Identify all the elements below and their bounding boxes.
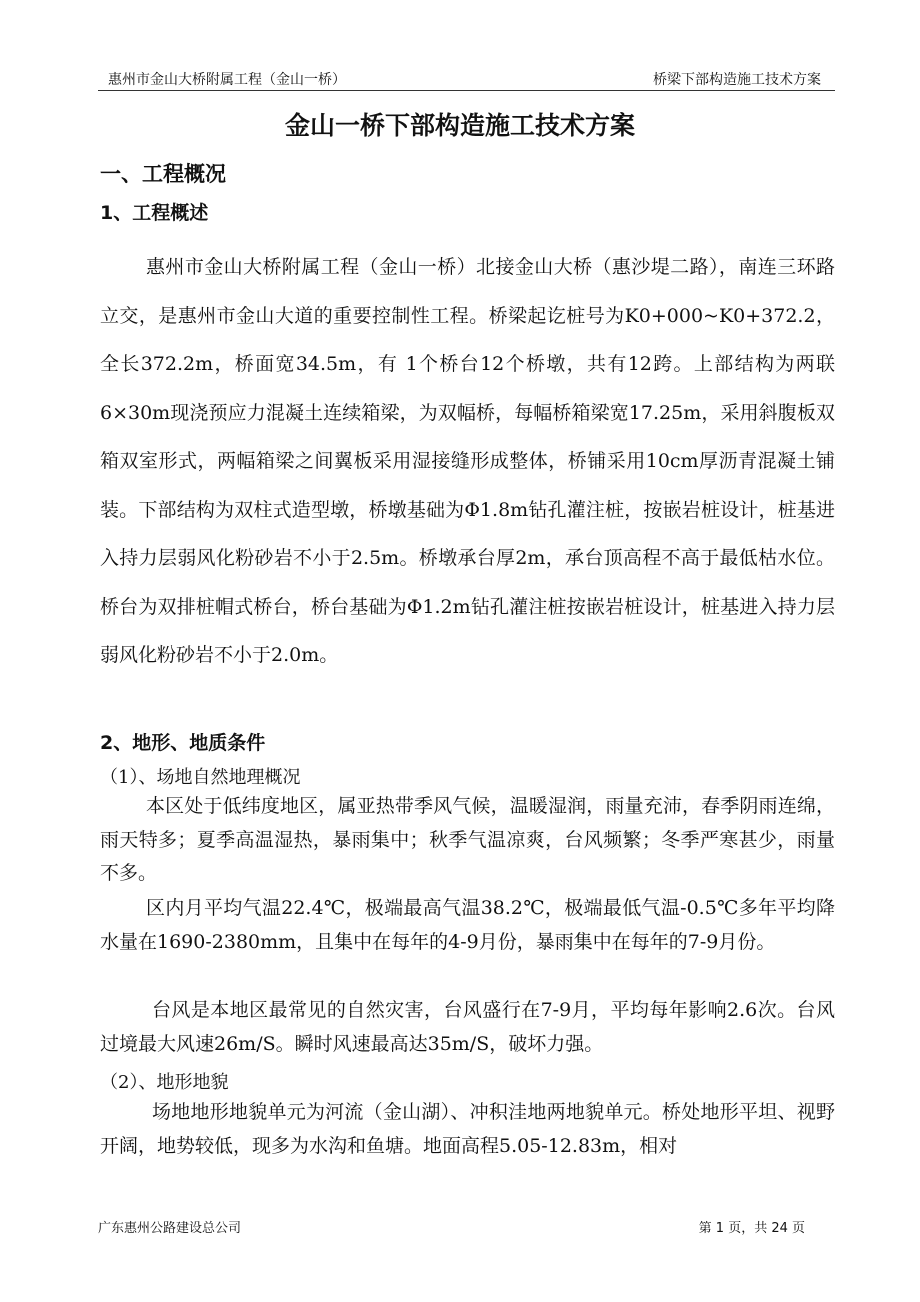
subsection-heading-summary: 1、工程概述 [100,202,209,224]
document-title: 金山一桥下部构造施工技术方案 [284,111,635,140]
subsection-heading-terrain-geology: 2、地形、地质条件 [100,732,266,754]
section-heading-overview: 一、工程概况 [100,162,226,186]
subheading-landform: （2）、地形地貌 [100,1072,229,1093]
header-document-name: 桥梁下部构造施工技术方案 [653,72,821,88]
paragraph-temperature-rainfall: 区内月平均气温22.4℃，极端最高气温38.2℃，极端最低气温-0.5℃多年平均降水量在1690-2380mm，且集中在每年的4-9月份，暴雨集中在每年的7-9月份。 [100,897,835,953]
paragraph-project-summary: 惠州市金山大桥附属工程（金山一桥）北接金山大桥（惠沙堤二路），南连三环路立交，是惠州市金山大道的重要控制性工程。桥梁起讫桩号为K0+000~K0+372.2，全长372.2m，桥面宽34.5m，有 1个桥台12个桥墩，共有12跨。上部结构为两联6×30m现浇预应力混凝土连续箱梁，为双幅桥，每幅桥箱梁宽17.25m，采用斜腹板双箱双室形式，两幅箱梁之间翼板采用湿接缝形成整体，桥铺采用10cm厚沥青混凝土铺装。下部结构为双柱式造型墩，桥墩基础为Φ1.8m钻孔灌注桩，按嵌岩桩设计，桩基进入持力层弱风化粉砂岩不小于2.5m。桥墩承台厚2m，承台顶高程不高于最低枯水位。桥台为双排桩帽式桥台，桥台基础为Φ1.2m钻孔灌注桩按嵌岩桩设计，桩基进入持力层弱风化粉砂岩不小于2.0m。 [100,256,835,666]
paragraph-landform: 场地地形地貌单元为河流（金山湖）、冲积洼地两地貌单元。桥处地形平坦、视野开阔，地势较低，现多为水沟和鱼塘。地面高程5.05-12.83m，相对 [100,1101,835,1157]
page-footer [98,1217,835,1237]
page-header [98,66,835,91]
subheading-natural-geography: （1）、场地自然地理概况 [100,767,301,788]
header-project-name: 惠州市金山大桥附属工程（金山一桥） [108,72,346,88]
footer-page-number: 第 1 页，共 24 页 [698,1221,805,1236]
footer-company: 广东惠州公路建设总公司 [98,1221,242,1236]
paragraph-climate: 本区处于低纬度地区，属亚热带季风气候，温暖湿润，雨量充沛，春季阴雨连绵，雨天特多；夏季高温湿热，暴雨集中；秋季气温凉爽，台风频繁；冬季严寒甚少，雨量不多。 [100,795,835,884]
paragraph-typhoon: 台风是本地区最常见的自然灾害，台风盛行在7-9月，平均每年影响2.6次。台风过境最大风速26m/S。瞬时风速最高达35m/S，破坏力强。 [100,999,835,1055]
